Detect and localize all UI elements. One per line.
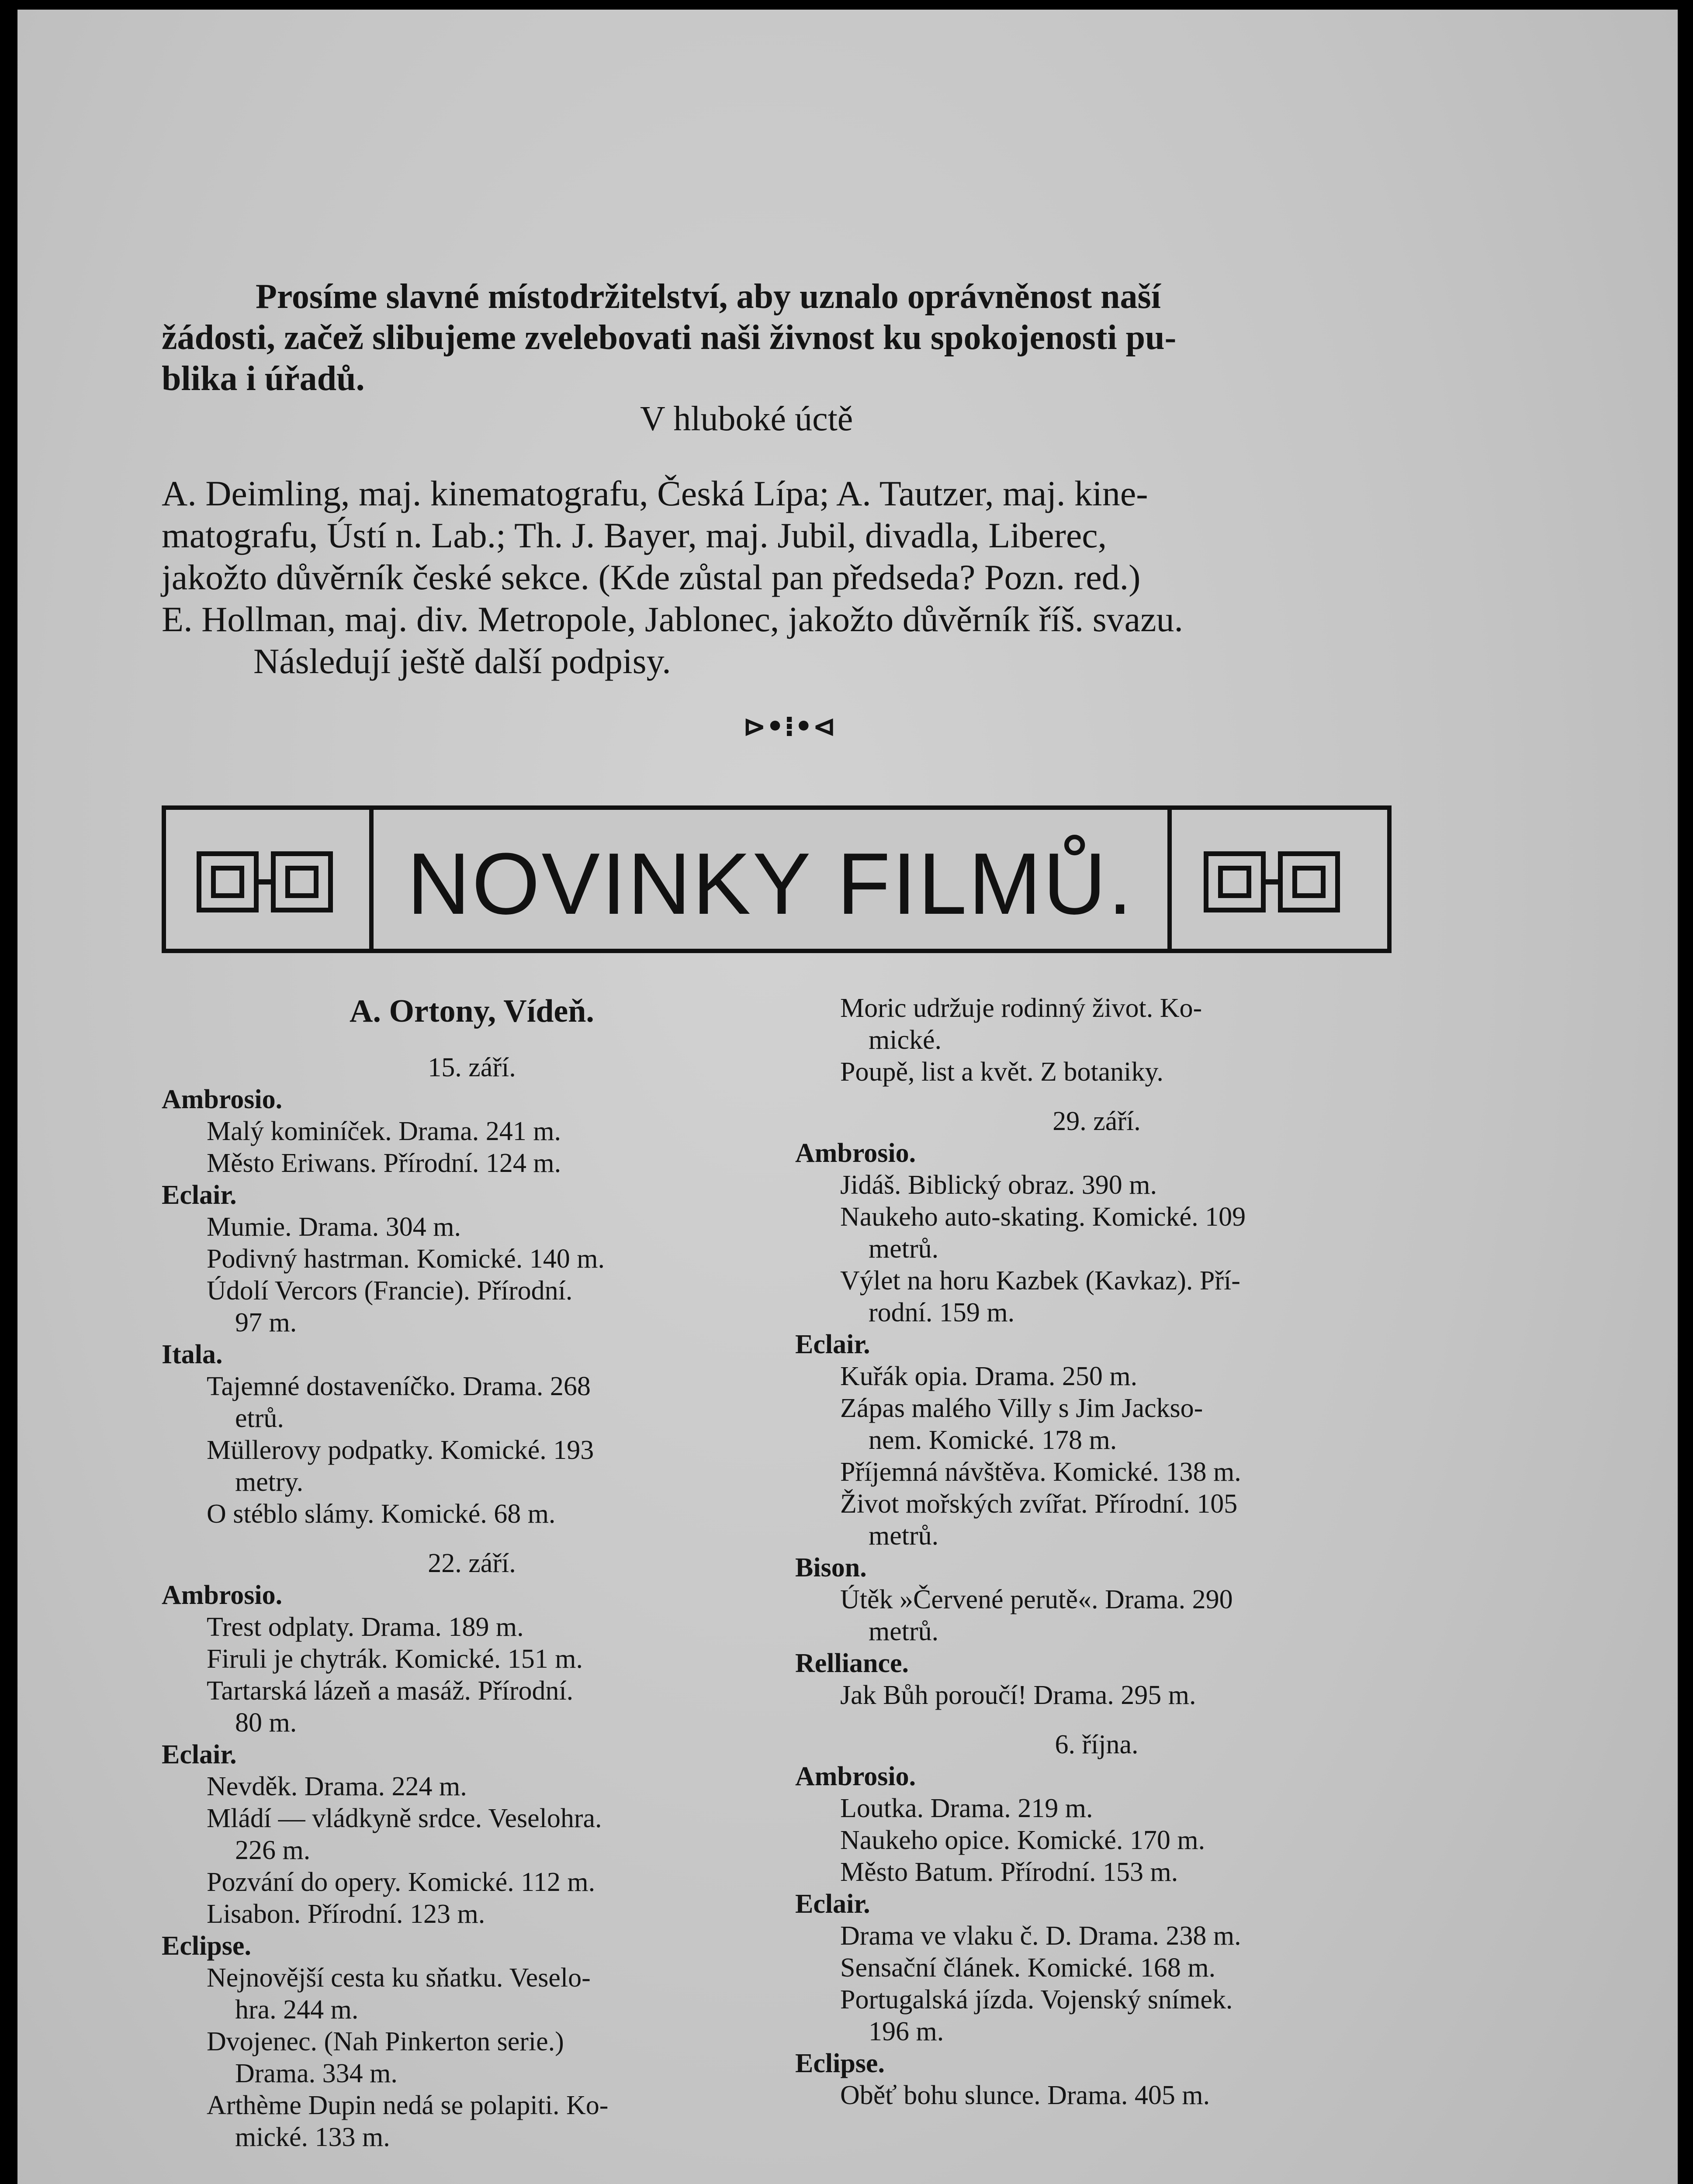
banner-ornament-right xyxy=(1204,851,1340,912)
film-entry: Mládí — vládkyně srdce. Veselohra. xyxy=(207,1804,602,1833)
film-entry: Poupě, list a květ. Z botaniky. xyxy=(840,1057,1163,1087)
banner-divider xyxy=(369,810,374,949)
film-entry: Trest odplaty. Drama. 189 m. xyxy=(207,1612,524,1642)
film-entry-continued: Drama. 334 m. xyxy=(235,2059,398,2088)
banner-title: NOVINKY FILMŮ. xyxy=(407,835,1134,933)
film-entry: Loutka. Drama. 219 m. xyxy=(840,1794,1093,1823)
release-date: 22. září. xyxy=(428,1548,516,1578)
studio-heading: Eclipse. xyxy=(162,1931,251,1961)
film-entry: Život mořských zvířat. Přírodní. 105 xyxy=(840,1489,1238,1519)
ornament-bar xyxy=(1266,879,1278,885)
studio-heading: Ambrosio. xyxy=(795,1138,916,1168)
signatures xyxy=(162,473,1183,682)
signature-line: Následují ještě další podpisy. xyxy=(253,641,671,681)
film-entry: Oběť bohu slunce. Drama. 405 m. xyxy=(840,2080,1210,2110)
spacer xyxy=(795,1088,1398,1106)
film-entry-continued: nem. Komické. 178 m. xyxy=(869,1425,1117,1455)
film-entry: Údolí Vercors (Francie). Přírodní. xyxy=(207,1276,573,1306)
studio-heading: Eclipse. xyxy=(795,2049,885,2078)
intro-line: žádosti, začež slibujeme zvelebovati naši živnost ku spokojenosti pu- xyxy=(162,318,1177,357)
studio-heading: Ambrosio. xyxy=(162,1580,283,1610)
film-entry: Útěk »Červené perutě«. Drama. 290 xyxy=(840,1585,1233,1614)
film-entry: Portugalská jízda. Vojenský snímek. xyxy=(840,1985,1233,2015)
square-ornament-icon xyxy=(197,851,259,912)
film-entry: Pozvání do opery. Komické. 112 m. xyxy=(207,1867,595,1897)
film-entry: Drama ve vlaku č. D. Drama. 238 m. xyxy=(840,1921,1241,1951)
studio-heading: Eclair. xyxy=(795,1330,870,1359)
right-column xyxy=(795,992,1398,2111)
film-entry: Tartarská lázeň a masáž. Přírodní. xyxy=(207,1676,574,1706)
film-entry: Kuřák opia. Drama. 250 m. xyxy=(840,1362,1138,1391)
film-entry: Moric udržuje rodinný život. Ko- xyxy=(840,993,1202,1023)
film-entry: Arthème Dupin nedá se polapiti. Ko- xyxy=(207,2091,609,2120)
studio-heading: Relliance. xyxy=(795,1648,909,1678)
film-entry: Naukeho auto-skating. Komické. 109 xyxy=(840,1202,1246,1232)
film-entry: Mumie. Drama. 304 m. xyxy=(207,1212,461,1242)
film-entry: Příjemná návštěva. Komické. 138 m. xyxy=(840,1457,1241,1487)
film-entry-continued: metrů. xyxy=(869,1234,939,1264)
left-column xyxy=(162,992,782,2153)
section-banner xyxy=(162,805,1392,953)
film-entry: Nevděk. Drama. 224 m. xyxy=(207,1772,467,1801)
film-entry: Firuli je chytrák. Komické. 151 m. xyxy=(207,1644,583,1674)
film-entry-continued: metry. xyxy=(235,1467,304,1497)
film-entry: Tajemné dostaveníčko. Drama. 268 xyxy=(207,1372,591,1401)
film-entry: Zápas malého Villy s Jim Jackso- xyxy=(840,1393,1203,1423)
film-entry: Město Batum. Přírodní. 153 m. xyxy=(840,1857,1178,1887)
film-entry: Jidáš. Biblický obraz. 390 m. xyxy=(840,1170,1157,1200)
film-entry-continued: hra. 244 m. xyxy=(235,1995,359,2025)
intro-line: Prosíme slavné místodržitelství, aby uznalo oprávněnost naší xyxy=(256,277,1161,316)
signature-line: jakožto důvěrník české sekce. (Kde zůstal pan předseda? Pozn. red.) xyxy=(162,557,1141,597)
banner-divider xyxy=(1167,810,1172,949)
page xyxy=(17,10,1678,2184)
square-ornament-icon xyxy=(271,851,333,912)
release-date: 29. září. xyxy=(1052,1106,1141,1136)
signature-line: matografu, Ústí n. Lab.; Th. J. Bayer, maj. Jubil, divadla, Liberec, xyxy=(162,515,1107,555)
studio-heading: Eclair. xyxy=(795,1889,870,1919)
film-entry-continued: rodní. 159 m. xyxy=(869,1298,1015,1327)
intro-paragraph xyxy=(162,276,1176,399)
film-entry: O stéblo slámy. Komické. 68 m. xyxy=(207,1499,556,1529)
studio-heading: Eclair. xyxy=(162,1180,237,1210)
closing-greeting: V hluboké úctě xyxy=(640,400,853,438)
signature-line: E. Hollman, maj. div. Metropole, Jablonec, jakožto důvěrník říš. svazu. xyxy=(162,599,1183,639)
film-entry-continued: 226 m. xyxy=(235,1835,311,1865)
film-entry-continued: 80 m. xyxy=(235,1708,297,1738)
ornament-divider: ⊳•⁝•⊲ xyxy=(743,711,836,743)
distributor-heading: A. Ortony, Vídeň. xyxy=(350,993,594,1029)
film-entry: Město Eriwans. Přírodní. 124 m. xyxy=(207,1148,561,1178)
film-entry-continued: mické. 133 m. xyxy=(235,2122,390,2152)
film-entry: Dvojenec. (Nah Pinkerton serie.) xyxy=(207,2027,564,2056)
film-entry-continued: etrů. xyxy=(235,1403,284,1433)
intro-line: blika i úřadů. xyxy=(162,359,365,398)
film-entry: Podivný hastrman. Komické. 140 m. xyxy=(207,1244,605,1274)
studio-heading: Itala. xyxy=(162,1340,223,1369)
studio-heading: Eclair. xyxy=(162,1740,237,1769)
banner-ornament-left xyxy=(197,851,333,912)
film-entry: Nejnovější cesta ku sňatku. Veselo- xyxy=(207,1963,591,1993)
film-entry-continued: metrů. xyxy=(869,1617,939,1646)
film-entry: Naukeho opice. Komické. 170 m. xyxy=(840,1825,1205,1855)
studio-heading: Bison. xyxy=(795,1553,867,1583)
spacer xyxy=(795,1711,1398,1729)
film-entry-continued: metrů. xyxy=(869,1521,939,1551)
ornament-bar xyxy=(259,879,271,885)
square-ornament-icon xyxy=(1278,851,1340,912)
studio-heading: Ambrosio. xyxy=(162,1085,283,1114)
film-entry: Müllerovy podpatky. Komické. 193 xyxy=(207,1435,594,1465)
release-date: 6. října. xyxy=(1055,1730,1139,1759)
film-entry: Lisabon. Přírodní. 123 m. xyxy=(207,1899,485,1929)
film-entry: Sensační článek. Komické. 168 m. xyxy=(840,1953,1216,1983)
film-entry: Malý kominíček. Drama. 241 m. xyxy=(207,1116,561,1146)
film-entry-continued: 196 m. xyxy=(869,2017,944,2046)
signature-line: A. Deimling, maj. kinematografu, Česká Lípa; A. Tautzer, maj. kine- xyxy=(162,473,1148,513)
square-ornament-icon xyxy=(1204,851,1266,912)
film-entry-continued: 97 m. xyxy=(235,1308,297,1337)
spacer xyxy=(162,1530,782,1548)
film-entry-continued: mické. xyxy=(869,1025,942,1055)
film-entry: Výlet na horu Kazbek (Kavkaz). Pří- xyxy=(840,1266,1240,1296)
release-date: 15. září. xyxy=(428,1053,516,1082)
studio-heading: Ambrosio. xyxy=(795,1762,916,1791)
film-entry: Jak Bůh poroučí! Drama. 295 m. xyxy=(840,1680,1196,1710)
